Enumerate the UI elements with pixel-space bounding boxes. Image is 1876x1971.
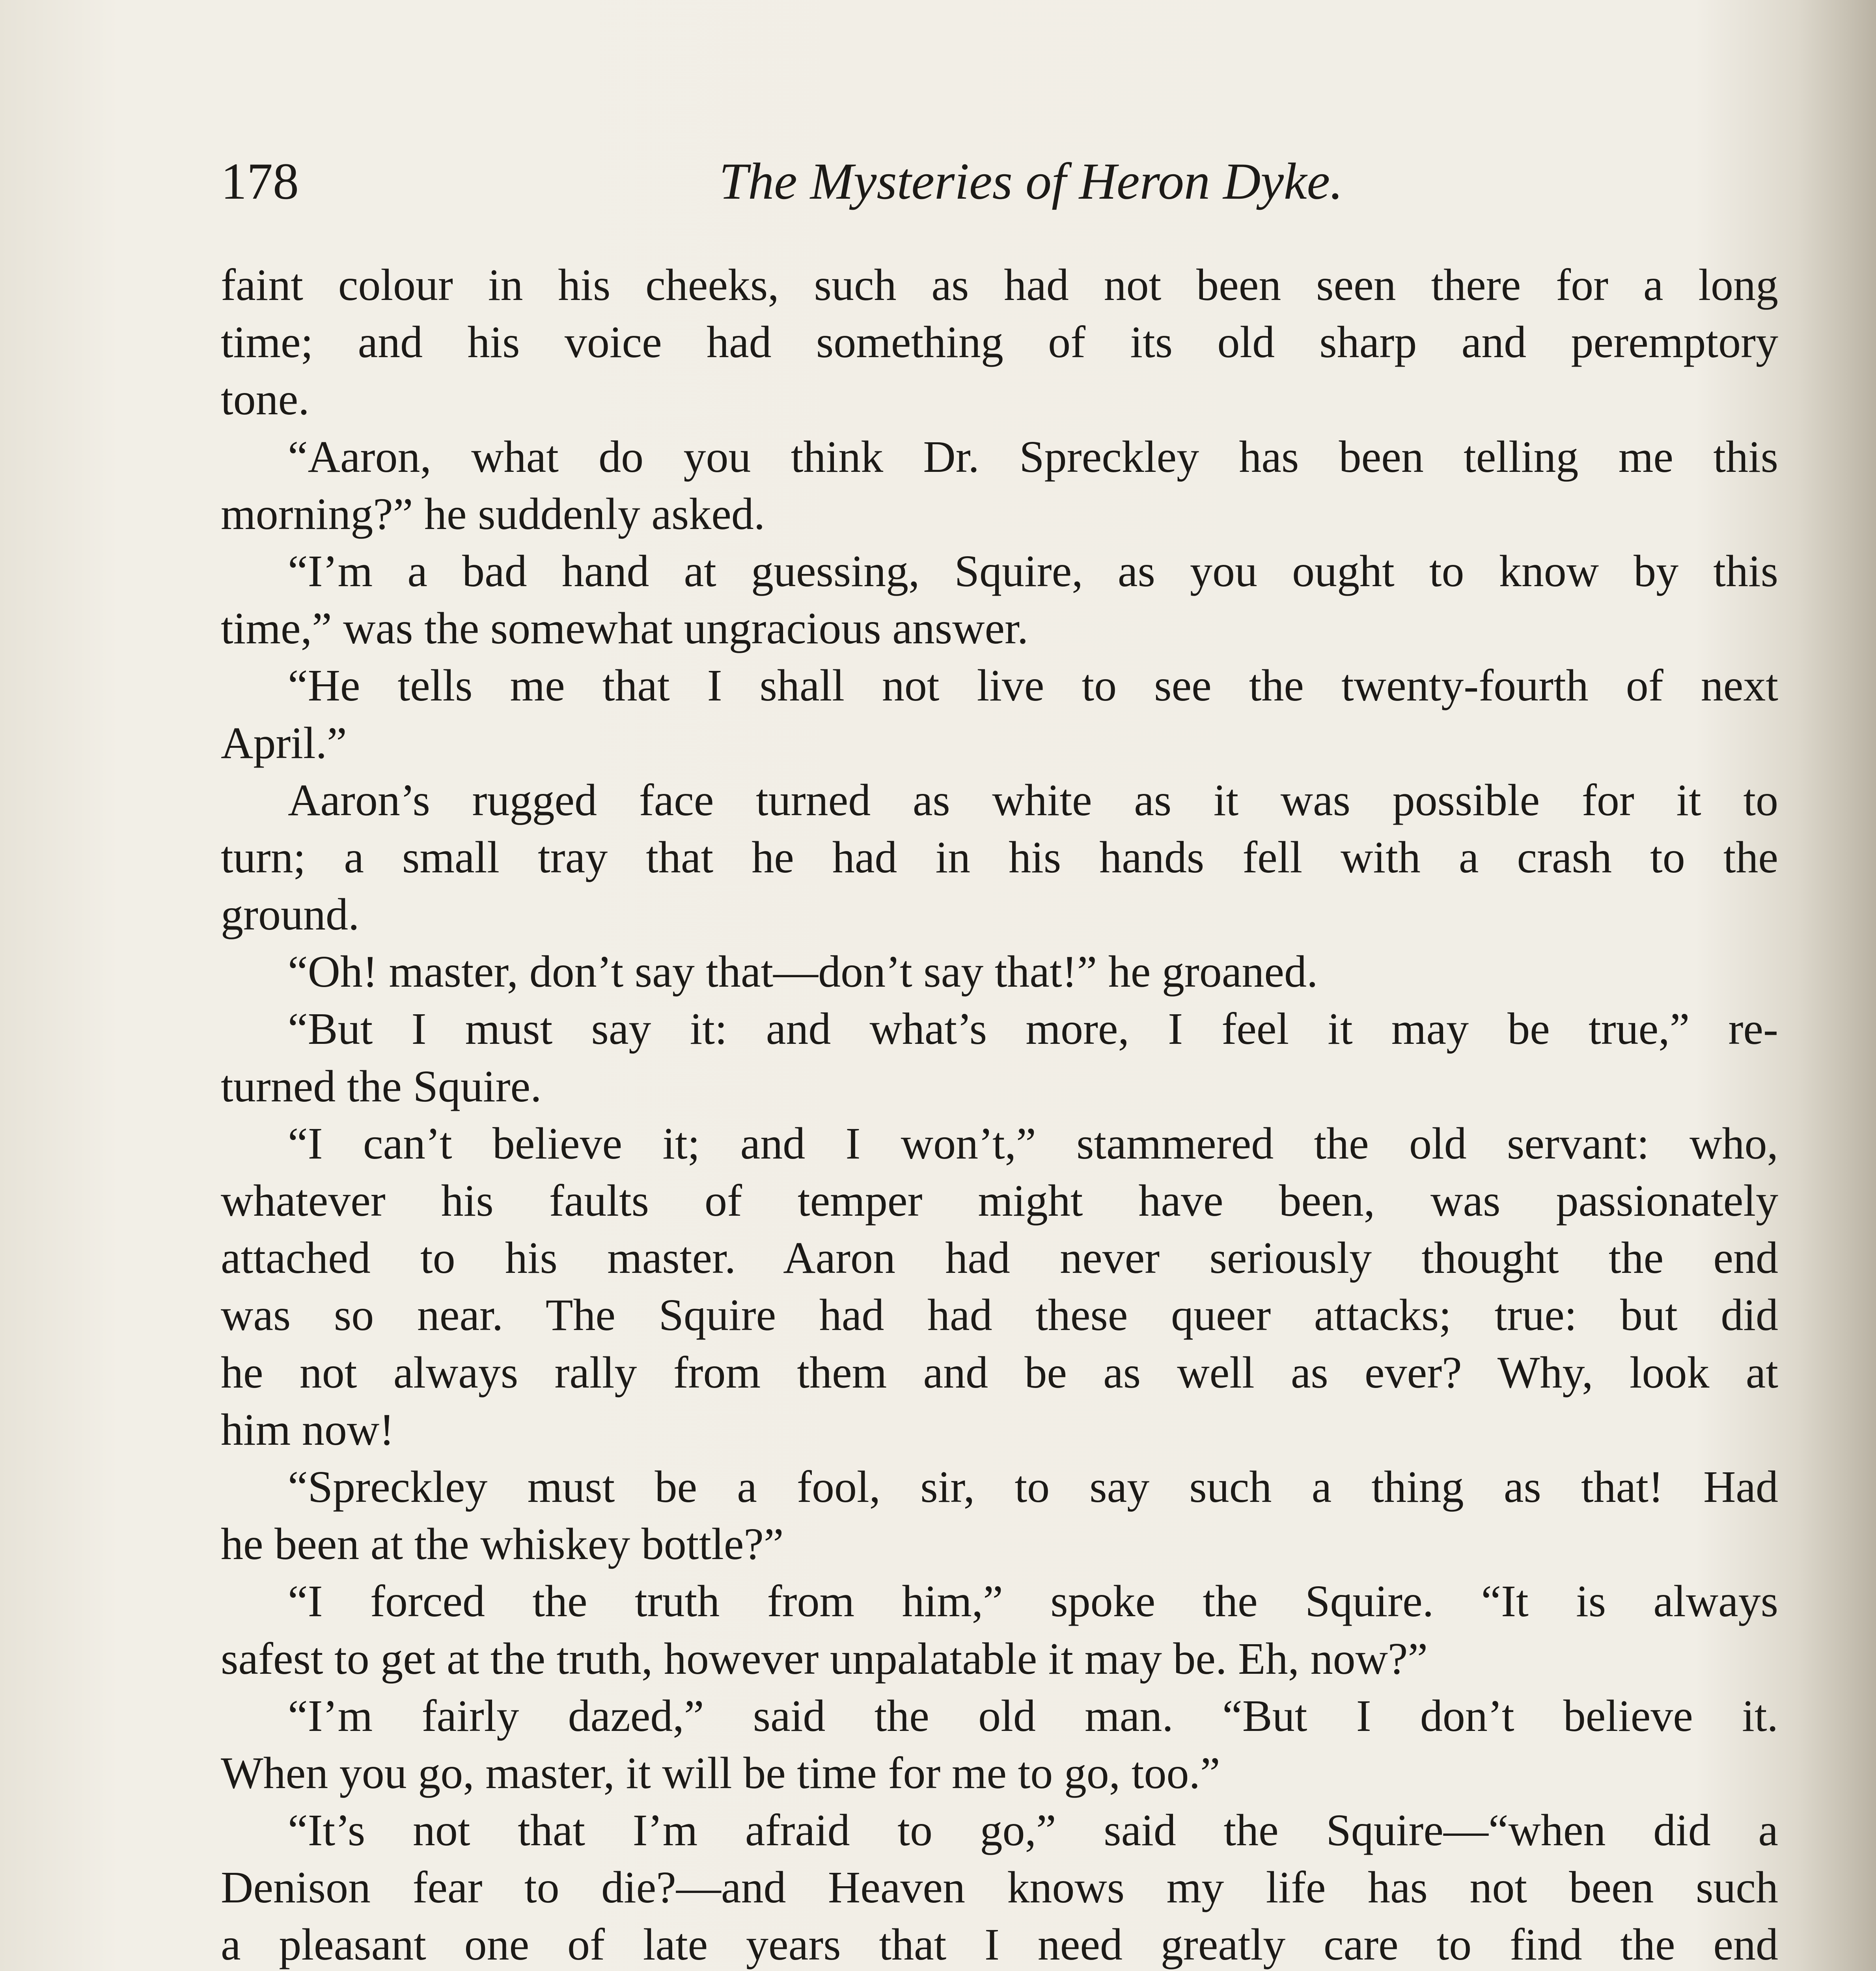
- text-line: him now!: [221, 1404, 395, 1455]
- running-title: The Mysteries of Heron Dyke.: [719, 152, 1343, 210]
- text-line: time; and his voice had something of its old sharp and peremptory: [221, 317, 1778, 367]
- text-line: “He tells me that I shall not live to see the twenty-fourth of next: [288, 660, 1778, 711]
- text-line: “I forced the truth from him,” spoke the Squire. “It is always: [288, 1576, 1778, 1626]
- text-line: “It’s not that I’m afraid to go,” said the Squire—“when did a: [288, 1805, 1778, 1855]
- text-line: he not always rally from them and be as well as ever? Why, look at: [221, 1347, 1778, 1397]
- text-line: turned the Squire.: [221, 1061, 542, 1111]
- text-line: turn; a small tray that he had in his hands fell with a crash to the: [221, 832, 1778, 882]
- text-line: April.”: [221, 717, 347, 768]
- text-line: Aaron’s rugged face turned as white as it was possible for it to: [288, 775, 1778, 825]
- text-line: time,” was the somewhat ungracious answer.: [221, 603, 1029, 654]
- body-text: [221, 256, 1778, 1971]
- text-line: “I can’t believe it; and I won’t,” stammered the old servant: who,: [288, 1118, 1778, 1168]
- text-line: “Spreckley must be a fool, sir, to say such a thing as that! Had: [288, 1461, 1778, 1512]
- page-header: [221, 142, 1778, 221]
- text-line: ground.: [221, 889, 360, 940]
- text-line: “I’m a bad hand at guessing, Squire, as you ought to know by this: [288, 546, 1778, 596]
- text-line: Denison fear to die?—and Heaven knows my life has not been such: [221, 1862, 1778, 1913]
- text-line: “Aaron, what do you think Dr. Spreckley has been telling me this: [288, 431, 1778, 482]
- page-number: 178: [221, 152, 299, 210]
- text-line: a pleasant one of late years that I need greatly care to find the end: [221, 1919, 1778, 1970]
- text-line: morning?” he suddenly asked.: [221, 488, 765, 539]
- text-line: “Oh! master, don’t say that—don’t say that!” he groaned.: [288, 946, 1318, 997]
- text-line: tone.: [221, 374, 310, 425]
- text-line: faint colour in his cheeks, such as had not been seen there for a long: [221, 260, 1778, 310]
- text-line: “I’m fairly dazed,” said the old man. “But I don’t believe it.: [288, 1690, 1778, 1741]
- text-line: whatever his faults of temper might have been, was passionately: [221, 1176, 1778, 1226]
- text-line: attached to his master. Aaron had never seriously thought the end: [221, 1233, 1778, 1283]
- text-line: “But I must say it: and what’s more, I feel it may be true,” re-: [288, 1004, 1778, 1054]
- text-line: he been at the whiskey bottle?”: [221, 1519, 784, 1569]
- text-line: was so near. The Squire had had these queer attacks; true: but did: [221, 1290, 1778, 1340]
- text-line: When you go, master, it will be time for me to go, too.”: [221, 1747, 1220, 1798]
- text-line: safest to get at the truth, however unpalatable it may be. Eh, now?”: [221, 1633, 1428, 1684]
